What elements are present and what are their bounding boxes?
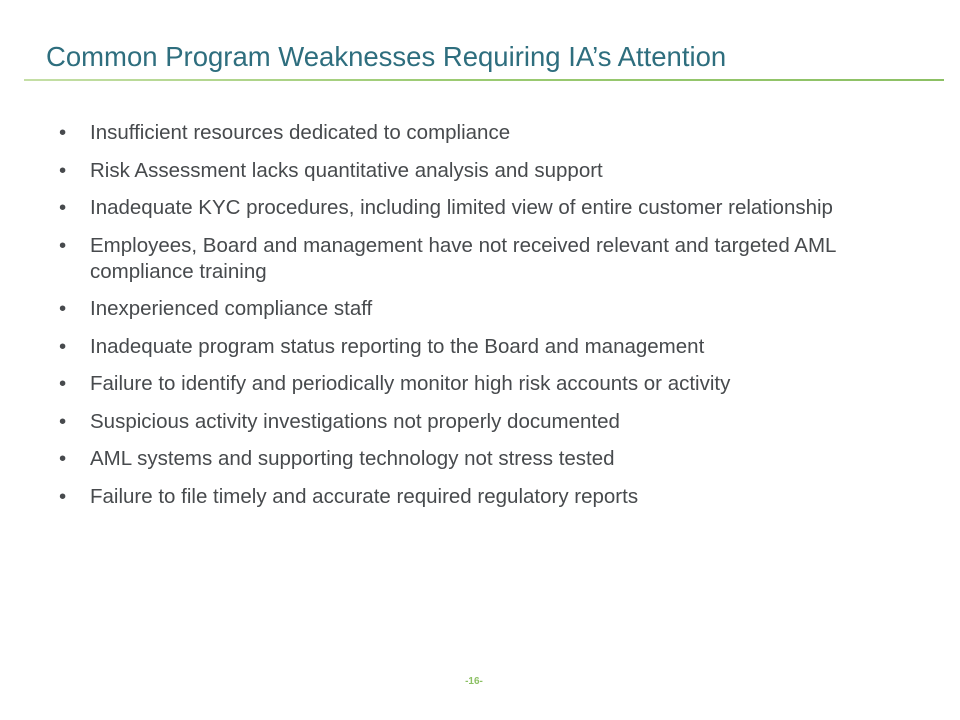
bullet-icon: •	[59, 409, 67, 433]
bullet-item	[59, 446, 919, 472]
bullet-item	[59, 409, 919, 435]
bullet-icon: •	[59, 372, 67, 395]
bullet-list	[59, 120, 919, 521]
bullet-icon: •	[59, 447, 67, 470]
bullet-text: Suspicious activity investigations not properly documented	[90, 409, 620, 433]
bullet-item	[59, 484, 919, 510]
bullet-item	[59, 334, 919, 360]
bullet-icon: •	[59, 297, 67, 320]
bullet-icon: •	[59, 196, 67, 219]
bullet-icon: •	[59, 233, 67, 257]
title-divider	[24, 79, 944, 81]
slide-title: Common Program Weaknesses Requiring IA’s Attention	[46, 41, 727, 72]
bullet-icon: •	[59, 484, 67, 508]
bullet-text: Inadequate KYC procedures, including limited view of entire customer relationship	[90, 196, 833, 219]
bullet-icon: •	[59, 158, 67, 182]
bullet-text: Insufficient resources dedicated to compliance	[90, 121, 511, 144]
bullet-icon: •	[59, 334, 67, 358]
bullet-item	[59, 233, 919, 285]
bullet-text: Inadequate program status reporting to the Board and management	[90, 334, 705, 358]
bullet-text: Inexperienced compliance staff	[90, 297, 373, 320]
bullet-item	[59, 371, 919, 397]
page-number: -16-	[465, 676, 483, 687]
bullet-text: Risk Assessment lacks quantitative analysis and support	[90, 158, 603, 182]
bullet-item	[59, 158, 919, 184]
bullet-text: Failure to file timely and accurate required regulatory reports	[90, 484, 639, 508]
bullet-text: Employees, Board and management have not received relevant and targeted AML compliance training	[90, 233, 836, 283]
bullet-item	[59, 120, 919, 146]
bullet-text: AML systems and supporting technology not stress tested	[90, 447, 615, 470]
bullet-text: Failure to identify and periodically monitor high risk accounts or activity	[90, 372, 731, 395]
bullet-item	[59, 195, 919, 221]
bullet-icon: •	[59, 121, 67, 144]
bullet-item	[59, 296, 919, 322]
